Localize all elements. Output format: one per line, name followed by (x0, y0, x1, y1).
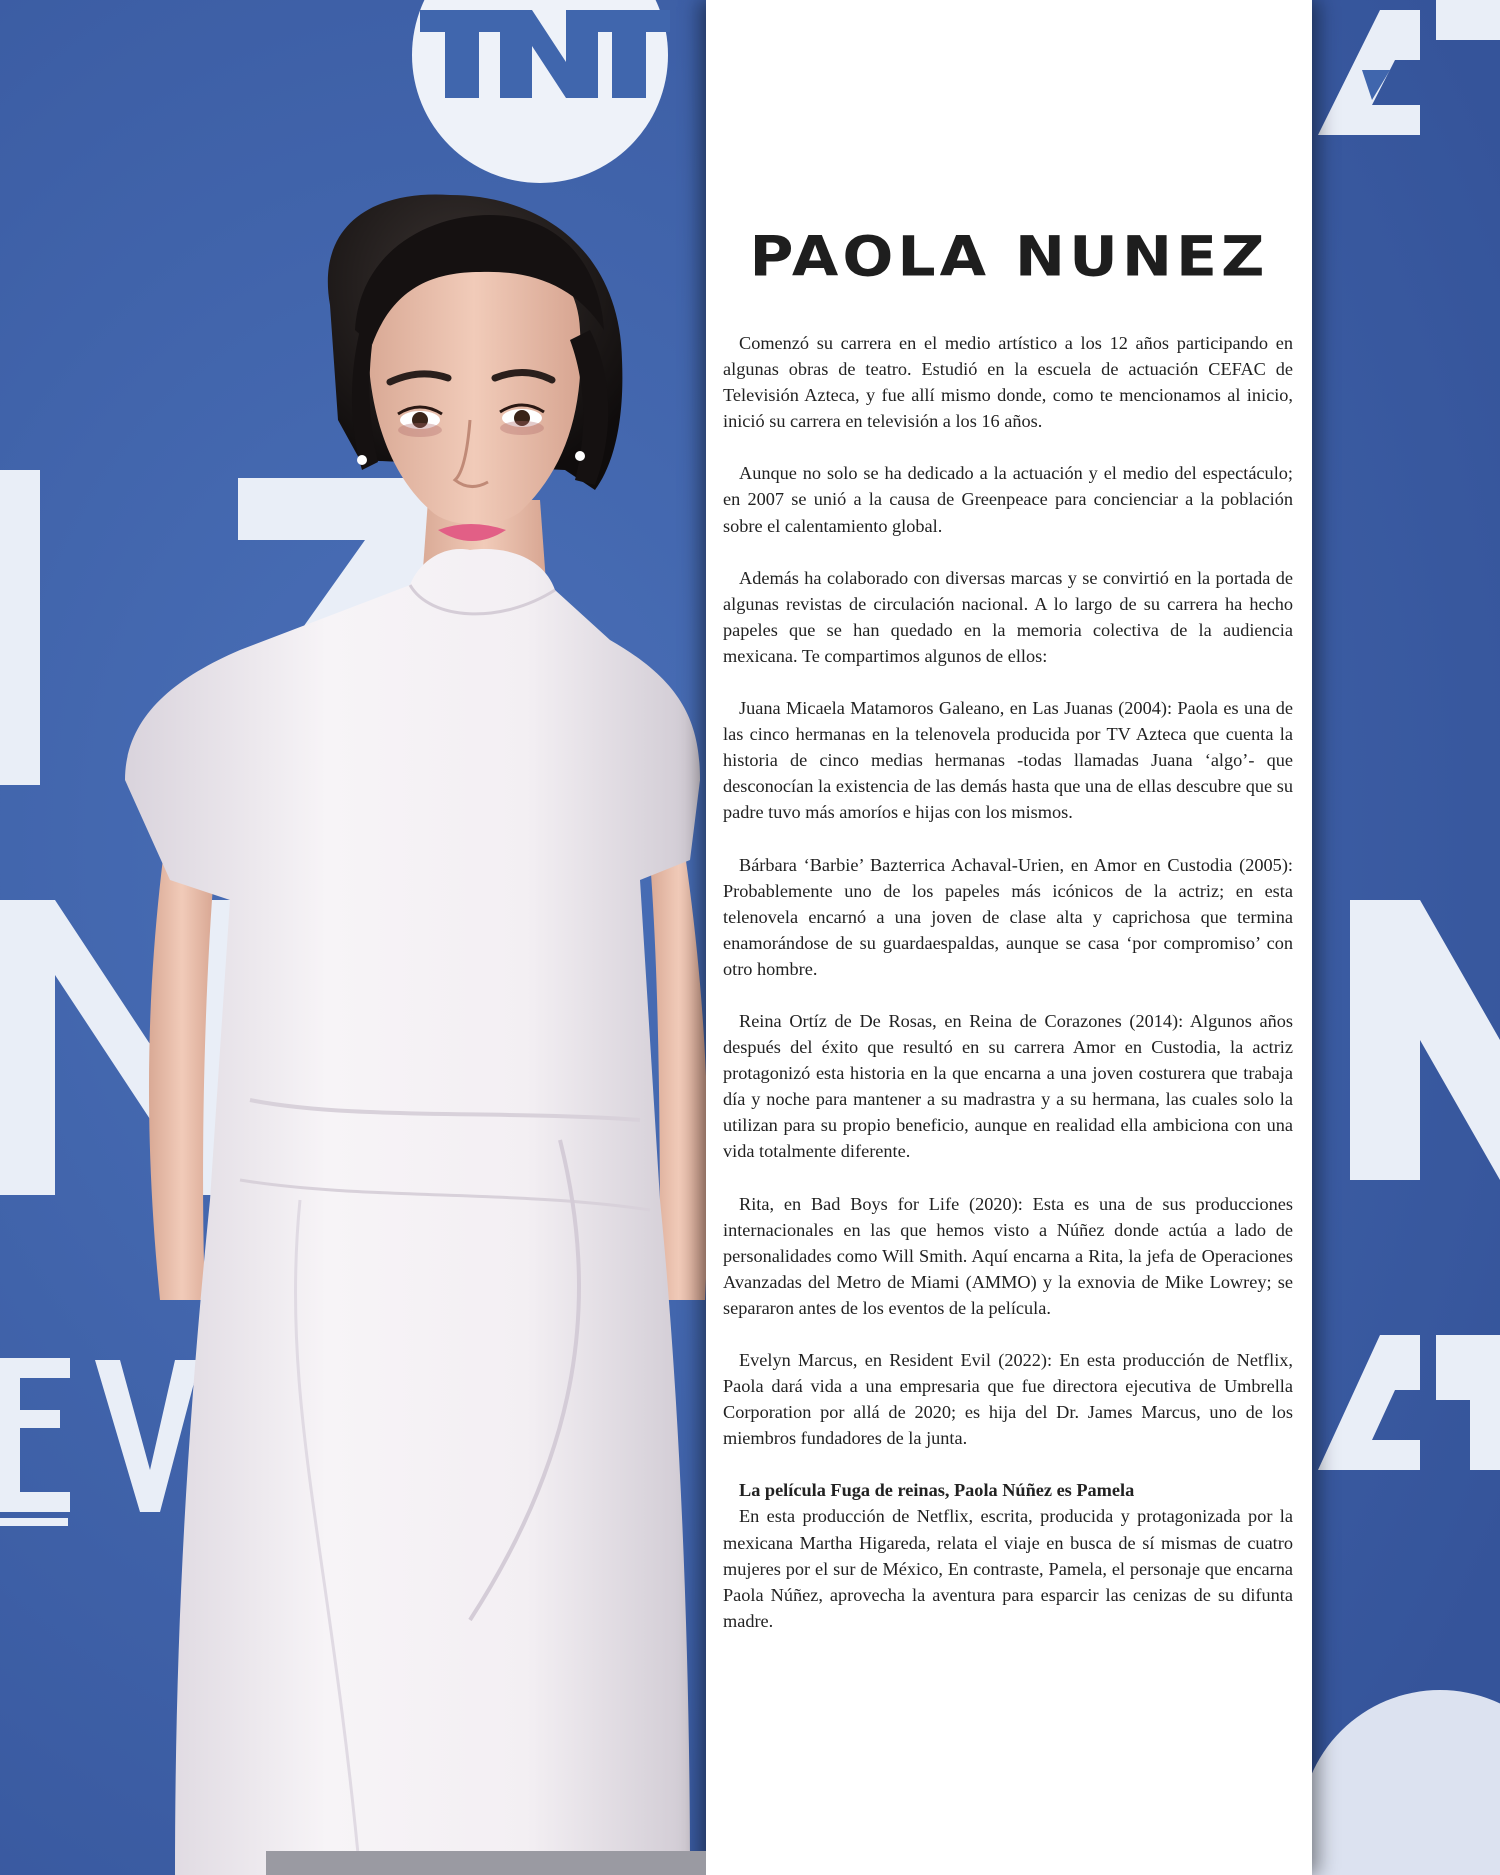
white-dress (125, 549, 700, 1875)
paragraph: Juana Micaela Matamoros Galeano, en Las Juanas (2004): Paola es una de las cinco hermanas en la telenovela producida por TV Azteca que cuenta la historia de cinco medias hermanas -todas llamadas Juana ‘algo’- que desconocían la existencia de las demás hasta que una de ellas descubre que su padre tuvo más amoríos e hijas con los mismos. (723, 698, 1293, 823)
bottom-strip (266, 1851, 706, 1875)
paragraph: En esta producción de Netflix, escrita, producida y protagonizada por la mexicana Martha Higareda, relata el viaje en busca de sí mismas de cuatro mujeres por el sur de México, En contraste, Pamela, el personaje que encarna Paola Núñez, aprovecha la aventura para esparcir las cenizas de su difunta madre. (723, 1506, 1293, 1631)
section-subheading: La película Fuga de reinas, Paola Núñez es Pamela (739, 1480, 1135, 1501)
paragraph: Bárbara ‘Barbie’ Bazterrica Achaval-Urien, en Amor en Custodia (2005): Probablemente uno de los papeles más icónicos de la actriz; en esta telenovela encarnó a una joven de clase alta y caprichosa que termina enamorándose de su guardaespaldas, aunque se casa ‘por compromiso’ con otro hombre. (723, 854, 1293, 979)
paragraph: Rita, en Bad Boys for Life (2020): Esta es una de sus producciones internacionales en las que hemos visto a Núñez donde actúa a lado de personalidades como Will Smith. Aquí encarna a Rita, la jefa de Operaciones Avanzadas del Metro de Miami (AMMO) y la exnovia de Mike Lowrey; se separaron antes de los eventos de la película. (723, 1193, 1293, 1318)
portrait-photo (0, 0, 720, 1875)
paragraph: Aunque no solo se ha dedicado a la actuación y el medio del espectáculo; en 2007 se unió a la causa de Greenpeace para concienciar a la población sobre el calentamiento global. (723, 463, 1293, 536)
article-column (706, 0, 1312, 1875)
article-title: PAOLA NUNEZ (749, 224, 1269, 290)
paragraph: Evelyn Marcus, en Resident Evil (2022): En esta producción de Netflix, Paola dará vida a una empresaria que fue directora ejecutiva de Umbrella Corporation por allá de 2020; es hija del Dr. James Marcus, uno de los miembros fundadores de la junta. (723, 1350, 1293, 1449)
article-body (723, 330, 1293, 1660)
paragraph: Además ha colaborado con diversas marcas y se convirtió en la portada de algunas revistas de circulación nacional. A lo largo de su carrera ha hecho papeles que se han quedado en la memoria colectiva de la audiencia mexicana. Te compartimos algunos de ellos: (723, 567, 1293, 666)
paragraph: Comenzó su carrera en el medio artístico a los 12 años participando en algunas obras de teatro. Estudió en la escuela de actuación CEFAC de Televisión Azteca, y fue allí mismo donde, como te mencionamos al inicio, inició su carrera en televisión a los 16 años. (723, 333, 1293, 432)
paragraph: Reina Ortíz de De Rosas, en Reina de Corazones (2014): Algunos años después del éxito que resultó en su carrera Amor en Custodia, la actriz protagonizó esta historia en la que encarna a una joven costurera que trabaja día y noche para mantener a su madrastra y a su hermana, las cuales solo la utilizan para su propio beneficio, aunque en realidad ella ambiciona con una vida totalmente diferente. (723, 1010, 1293, 1162)
